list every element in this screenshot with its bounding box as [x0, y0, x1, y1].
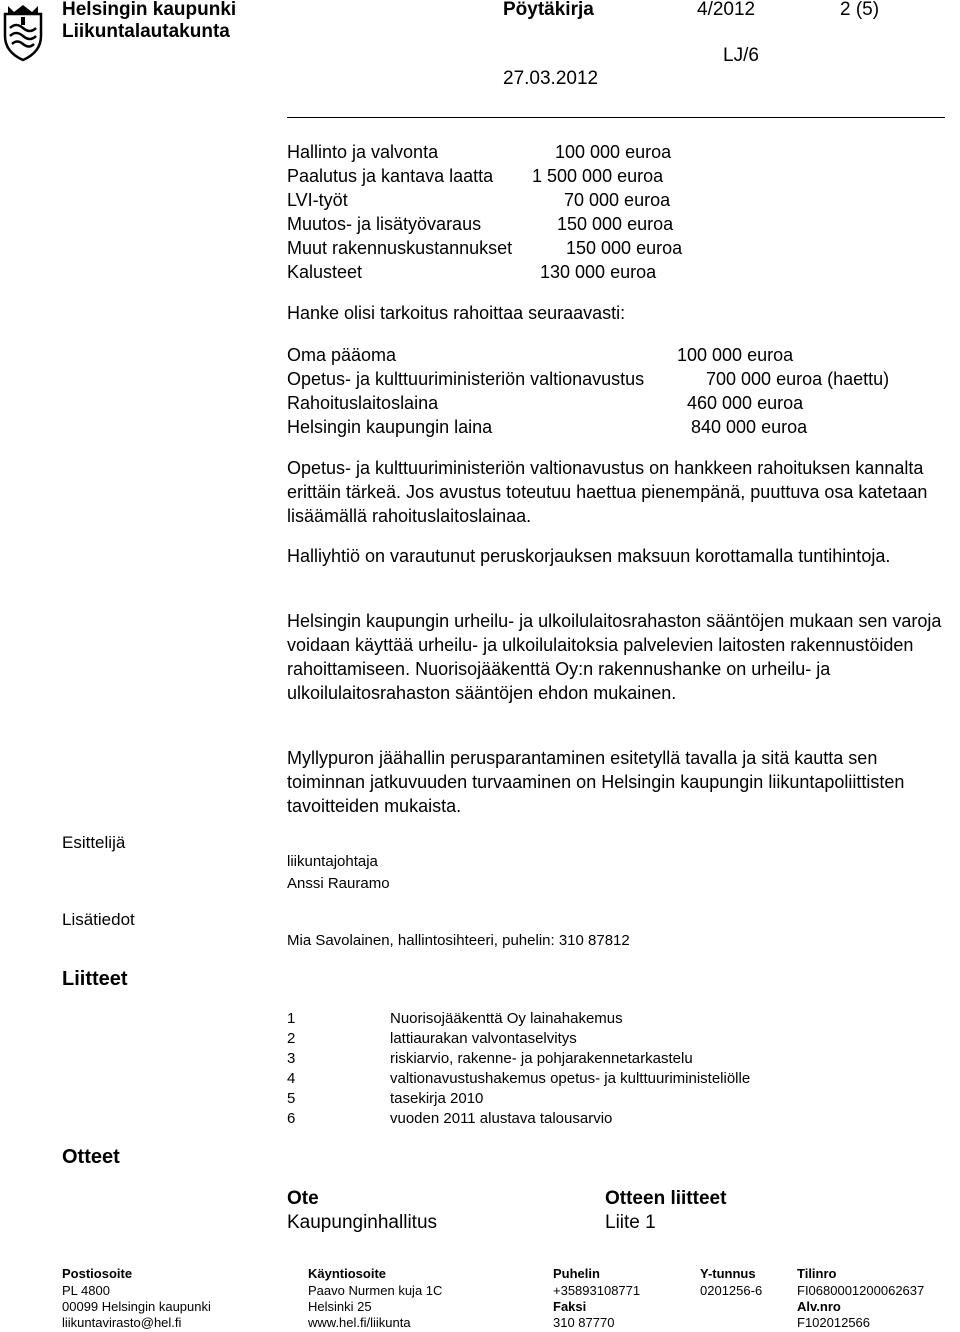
cost-amount: 130 000 euroa	[540, 262, 657, 282]
attachment-number: 5	[287, 1090, 296, 1107]
attachment-title: valtionavustushakemus opetus- ja kulttuuriministeliölle	[390, 1070, 751, 1087]
cost-label: Muutos- ja lisätyövaraus	[287, 214, 482, 234]
footer-email-link[interactable]: liikuntavirasto@hel.fi	[62, 1315, 182, 1330]
footer-phone-heading: Puhelin	[553, 1266, 600, 1281]
footer-fax-number: 310 87770	[553, 1315, 615, 1330]
cost-amount: 70 000 euroa	[564, 190, 671, 210]
attachment-number: 2	[287, 1030, 296, 1047]
header-doc-type: Pöytäkirja	[503, 0, 594, 20]
funding-amount: 840 000 euroa	[691, 417, 808, 437]
footer-fax-heading: Faksi	[553, 1299, 587, 1314]
extracts-heading: Otteet	[62, 1146, 120, 1168]
footer-postal-line: 00099 Helsingin kaupunki	[62, 1299, 211, 1314]
paragraph: Myllypuron jäähallin perusparantaminen esitetyllä tavalla ja sitä kautta sen toiminnan jatkuvuuden turvaaminen on Helsingin kaupungin liikuntapoliittisten tavoitteiden mukaista.	[287, 748, 905, 816]
attachment-title: tasekirja 2010	[390, 1090, 484, 1107]
extracts-col2-heading: Otteen liitteet	[605, 1188, 727, 1209]
attachment-number: 3	[287, 1050, 296, 1067]
footer-account-value: FI0680001200062637	[797, 1283, 925, 1298]
presenter-name: Anssi Rauramo	[287, 875, 390, 892]
cost-amount: 150 000 euroa	[566, 238, 683, 258]
presenter-title: liikuntajohtaja	[287, 853, 378, 870]
funding-label: Oma pääoma	[287, 345, 397, 365]
footer-visit-heading: Käyntiosoite	[308, 1266, 387, 1281]
funding-intro: Hanke olisi tarkoitus rahoittaa seuraavasti:	[287, 303, 626, 323]
cost-label: Paalutus ja kantava laatta	[287, 166, 494, 186]
footer-visit-line: Helsinki 25	[308, 1299, 372, 1314]
header-issue: 4/2012	[697, 0, 756, 20]
footer-vat-heading: Alv.nro	[797, 1299, 841, 1314]
attachment-title: vuoden 2011 alustava talousarvio	[390, 1110, 613, 1127]
footer-website-link[interactable]: www.hel.fi/liikunta	[308, 1315, 411, 1330]
footer-account-heading: Tilinro	[797, 1266, 837, 1281]
funding-amount: 700 000 euroa (haettu)	[706, 369, 890, 389]
header-rule	[287, 117, 945, 118]
header-section: LJ/6	[723, 45, 759, 66]
cost-amount: 1 500 000 euroa	[532, 166, 664, 186]
extracts-col1-heading: Ote	[287, 1188, 319, 1209]
cost-label: Hallinto ja valvonta	[287, 142, 439, 162]
header-page: 2 (5)	[840, 0, 880, 20]
header-board: Liikuntalautakunta	[62, 21, 230, 42]
attachment-number: 1	[287, 1010, 296, 1027]
footer-ytunnus-heading: Y-tunnus	[700, 1266, 756, 1281]
footer-phone-number: +35893108771	[553, 1283, 641, 1298]
helsinki-crest-logo	[2, 2, 44, 62]
cost-amount: 150 000 euroa	[557, 214, 674, 234]
footer-postal-line: PL 4800	[62, 1283, 110, 1298]
paragraph: Halliyhtiö on varautunut peruskorjauksen maksuun korottamalla tuntihintoja.	[287, 546, 891, 566]
footer-vat-value: F102012566	[797, 1315, 871, 1330]
attachment-title: Nuorisojääkenttä Oy lainahakemus	[390, 1010, 623, 1027]
cost-amount: 100 000 euroa	[555, 142, 672, 162]
funding-label: Rahoituslaitoslaina	[287, 393, 439, 413]
funding-label: Helsingin kaupungin laina	[287, 417, 493, 437]
footer-ytunnus-value: 0201256-6	[700, 1283, 763, 1298]
paragraph: Opetus- ja kulttuuriministeriön valtionavustus on hankkeen rahoituksen kannalta erittäin tärkeä. Jos avustus toteutuu haettua pienempänä, puuttuva osa katetaan lisäämällä rahoituslaitoslainaa.	[287, 458, 928, 526]
cost-label: Muut rakennuskustannukset	[287, 238, 513, 258]
attachment-title: riskiarvio, rakenne- ja pohjarakennetarkastelu	[390, 1050, 693, 1067]
header-date: 27.03.2012	[503, 68, 599, 89]
attachment-title: lattiaurakan valvontaselvitys	[390, 1030, 577, 1047]
footer-postal-heading: Postiosoite	[62, 1266, 133, 1281]
header-city: Helsingin kaupunki	[62, 0, 237, 20]
funding-label: Opetus- ja kulttuuriministeriön valtionavustus	[287, 369, 645, 389]
extracts-col2-value: Liite 1	[605, 1212, 656, 1233]
more-info-text: Mia Savolainen, hallintosihteeri, puhelin: 310 87812	[287, 932, 630, 949]
attachment-number: 4	[287, 1070, 296, 1087]
paragraph: Helsingin kaupungin urheilu- ja ulkoilulaitosrahaston sääntöjen mukaan sen varoja voidaan käyttää urheilu- ja ulkoilulaitoksia palvelevien laitosten rakennustöiden rahoittamiseen. Nuorisojääkenttä Oy:n rakennushanke on urheilu- ja ulkoilulaitosrahaston sääntöjen ehdon mukainen.	[287, 611, 942, 703]
cost-label: LVI-työt	[287, 190, 348, 210]
funding-amount: 460 000 euroa	[687, 393, 804, 413]
attachment-number: 6	[287, 1110, 296, 1127]
footer-visit-line: Paavo Nurmen kuja 1C	[308, 1283, 443, 1298]
extracts-col1-value: Kaupunginhallitus	[287, 1212, 438, 1233]
cost-label: Kalusteet	[287, 262, 363, 282]
funding-amount: 100 000 euroa	[677, 345, 794, 365]
presenter-heading: Esittelijä	[62, 833, 126, 852]
more-info-heading: Lisätiedot	[62, 910, 135, 929]
attachments-heading: Liitteet	[62, 968, 128, 990]
